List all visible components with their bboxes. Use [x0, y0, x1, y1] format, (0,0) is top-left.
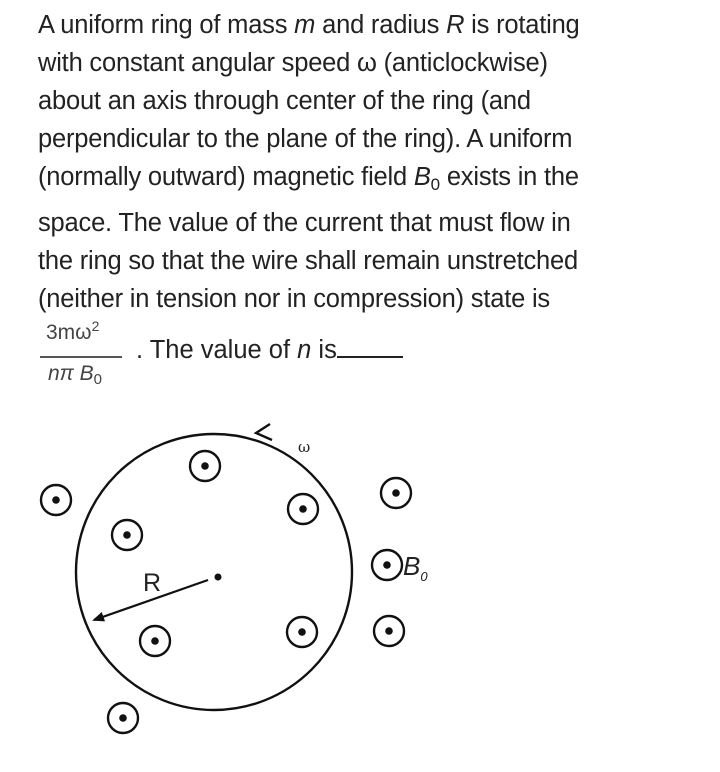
fraction-bar	[40, 356, 122, 358]
field-out-of-page-icon	[108, 703, 138, 733]
field-label: $B_0$	[403, 551, 428, 584]
answer-blank	[337, 336, 403, 358]
question-line-3: about an axis through center of the ring (and	[38, 87, 531, 115]
field-variable: B	[413, 163, 431, 191]
field-out-of-page-icon	[112, 520, 142, 550]
center-dot	[215, 574, 222, 581]
radius-label: R	[143, 569, 162, 597]
field-out-of-page-icon	[190, 451, 220, 481]
field-out-of-page-icon	[140, 626, 170, 656]
question-line-2: with constant angular speed ω (anticlockwise)	[38, 49, 548, 77]
question-text	[38, 6, 698, 318]
question-line-5: (normally outward) magnetic field $B_0$ exists in the	[38, 163, 579, 194]
field-symbols	[41, 451, 411, 733]
field-out-of-page-icon	[288, 494, 318, 524]
question-line-4: perpendicular to the plane of the ring). A uniform	[38, 125, 573, 153]
radius-variable: R	[446, 11, 465, 39]
ring-diagram	[0, 410, 720, 750]
formula-denominator: nπ $B_0$	[48, 362, 102, 388]
formula-numerator: $3m\omega^2$	[46, 318, 100, 344]
rotation-arrow-icon	[256, 424, 272, 440]
field-out-of-page-icon	[381, 478, 411, 508]
question-line-7: the ring so that the wire shall remain unstretched	[38, 247, 578, 275]
omega-label: ω	[298, 438, 311, 456]
question-line-1: A uniform ring of mass m and radius R is rotating	[38, 11, 580, 39]
field-out-of-page-icon	[41, 485, 71, 515]
field-out-of-page-icon	[372, 550, 402, 580]
ring	[76, 434, 352, 710]
answer-prompt: . The value of n is	[136, 336, 403, 365]
n-variable: n	[297, 336, 312, 364]
question-line-8: (neither in tension nor in compression) state is	[38, 285, 550, 313]
field-out-of-page-icon	[287, 617, 317, 647]
field-out-of-page-icon	[374, 616, 404, 646]
mass-variable: m	[294, 11, 316, 39]
diagram-svg	[0, 410, 720, 750]
question-line-6: space. The value of the current that must flow in	[38, 209, 571, 237]
